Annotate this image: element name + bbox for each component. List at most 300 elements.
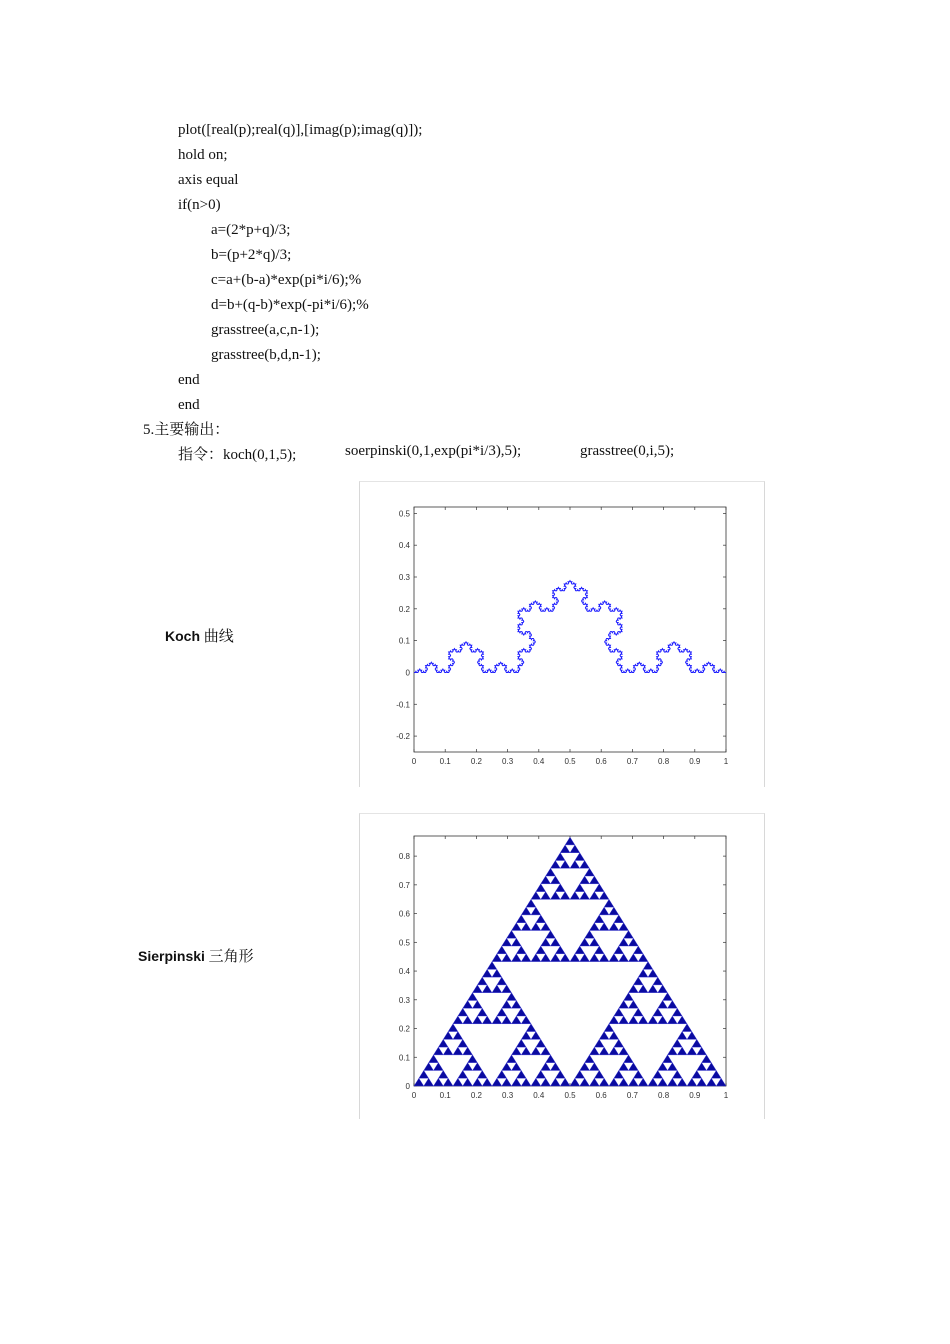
- triangle: [633, 1008, 643, 1016]
- sierpinski-plot: [360, 814, 764, 1119]
- triangle: [473, 1063, 483, 1071]
- x-tick-label: 0: [411, 1091, 417, 1100]
- triangle: [512, 1063, 522, 1071]
- x-tick-label: 1: [723, 1091, 729, 1100]
- triangle: [541, 1047, 551, 1055]
- triangle: [507, 993, 517, 1001]
- triangle: [653, 977, 663, 985]
- triangle: [609, 1047, 619, 1055]
- triangle: [590, 923, 600, 931]
- triangle: [619, 1078, 629, 1086]
- x-tick-label: 0.1: [439, 757, 451, 766]
- triangle: [609, 907, 619, 915]
- triangle: [668, 1047, 678, 1055]
- triangle: [677, 1032, 687, 1040]
- koch-figure: [359, 481, 765, 787]
- x-tick-label: 0.8: [658, 757, 670, 766]
- triangle: [614, 1070, 624, 1078]
- y-tick-label: 0: [405, 668, 410, 678]
- triangle: [672, 1008, 682, 1016]
- triangle: [546, 1055, 556, 1063]
- y-tick-label: 0.4: [398, 967, 410, 977]
- koch-label-name: Koch: [165, 628, 200, 644]
- triangle: [555, 946, 565, 954]
- triangle: [653, 1070, 663, 1078]
- sierpinski-label-suffix: 三角形: [204, 949, 254, 965]
- triangle: [711, 1070, 721, 1078]
- triangle: [516, 1070, 526, 1078]
- x-tick-label: 0.2: [470, 757, 482, 766]
- grasstree-command: grasstree(0,i,5);: [580, 443, 675, 459]
- triangle: [575, 946, 585, 954]
- code-line: end: [178, 397, 200, 413]
- x-tick-label: 0.5: [564, 1091, 576, 1100]
- x-tick-label: 0.5: [564, 757, 576, 766]
- triangle: [492, 969, 502, 977]
- triangle: [487, 962, 497, 970]
- triangle: [648, 1016, 658, 1024]
- triangle: [546, 930, 556, 938]
- triangle: [663, 1055, 673, 1063]
- triangle: [682, 1024, 692, 1032]
- triangle: [629, 954, 639, 962]
- code-line: a=(2*p+q)/3;: [211, 222, 291, 238]
- triangle: [438, 1039, 448, 1047]
- triangle: [482, 969, 492, 977]
- section-heading: 5.主要输出：: [143, 422, 230, 438]
- sierpinski-command: soerpinski(0,1,exp(pi*i/3),5);: [345, 443, 522, 459]
- y-tick-label: -0.1: [396, 700, 410, 710]
- triangle: [521, 907, 531, 915]
- y-tick-label: 0.1: [398, 1053, 410, 1063]
- triangle: [482, 985, 492, 993]
- code-line: c=a+(b-a)*exp(pi*i/6);%: [211, 272, 362, 288]
- triangle: [609, 1078, 619, 1086]
- triangle: [536, 884, 546, 892]
- koch-axes-box: [414, 507, 726, 752]
- triangle: [560, 860, 570, 868]
- triangle: [516, 1008, 526, 1016]
- triangle: [516, 1039, 526, 1047]
- x-tick-label: 0.6: [595, 1091, 607, 1100]
- triangle: [594, 1039, 604, 1047]
- triangle: [590, 938, 600, 946]
- x-tick-label: 0.3: [502, 1091, 514, 1100]
- triangle: [619, 1016, 629, 1024]
- x-tick-label: 1: [723, 757, 729, 766]
- triangle: [458, 1008, 468, 1016]
- x-tick-label: 0.1: [439, 1091, 451, 1100]
- triangle: [575, 853, 585, 861]
- triangle: [672, 1039, 682, 1047]
- code-line: grasstree(b,d,n-1);: [211, 347, 321, 363]
- triangle: [492, 1078, 502, 1086]
- x-tick-label: 0.9: [689, 1091, 701, 1100]
- triangle: [677, 1047, 687, 1055]
- triangle: [580, 892, 590, 900]
- triangle: [541, 954, 551, 962]
- triangle: [555, 1070, 565, 1078]
- triangle: [590, 1047, 600, 1055]
- triangle: [497, 977, 507, 985]
- y-tick-label: 0.2: [398, 1024, 410, 1034]
- triangle: [521, 1016, 531, 1024]
- triangle: [658, 1000, 668, 1008]
- triangle: [585, 1055, 595, 1063]
- triangle: [697, 1078, 707, 1086]
- triangle: [638, 969, 648, 977]
- triangle: [531, 892, 541, 900]
- triangle: [453, 1032, 463, 1040]
- command-prefix: 指令：: [178, 447, 224, 463]
- triangle: [531, 954, 541, 962]
- triangle: [604, 1024, 614, 1032]
- triangle: [502, 1063, 512, 1071]
- x-tick-label: 0.3: [502, 757, 514, 766]
- triangle: [648, 985, 658, 993]
- triangle: [668, 1063, 678, 1071]
- triangle: [570, 954, 580, 962]
- triangle: [687, 1047, 697, 1055]
- triangle: [516, 915, 526, 923]
- x-tick-label: 0.4: [533, 757, 545, 766]
- triangle: [497, 1008, 507, 1016]
- triangle: [585, 868, 595, 876]
- x-tick-label: 0.6: [595, 757, 607, 766]
- triangle: [599, 954, 609, 962]
- x-tick-label: 0.7: [626, 757, 638, 766]
- triangle: [507, 930, 517, 938]
- triangle: [629, 985, 639, 993]
- x-tick-label: 0: [411, 757, 417, 766]
- triangle: [580, 860, 590, 868]
- triangle: [541, 938, 551, 946]
- x-tick-label: 0.4: [533, 1091, 545, 1100]
- triangle: [599, 1047, 609, 1055]
- koch-curve-line: [414, 581, 726, 673]
- triangle: [448, 1024, 458, 1032]
- triangle: [599, 907, 609, 915]
- triangle: [463, 1063, 473, 1071]
- triangle: [590, 1063, 600, 1071]
- x-tick-label: 0.8: [658, 1091, 670, 1100]
- x-tick-label: 0.7: [626, 1091, 638, 1100]
- y-tick-label: 0.4: [398, 541, 410, 551]
- triangle: [453, 1047, 463, 1055]
- triangle: [609, 954, 619, 962]
- triangle: [414, 1078, 424, 1086]
- triangle: [502, 1000, 512, 1008]
- triangle: [468, 993, 478, 1001]
- triangle: [624, 1055, 634, 1063]
- triangle: [512, 1078, 522, 1086]
- triangle: [687, 1078, 697, 1086]
- triangle: [599, 923, 609, 931]
- triangle: [629, 1016, 639, 1024]
- code-line: end: [178, 372, 200, 388]
- triangle: [619, 923, 629, 931]
- code-line: b=(p+2*q)/3;: [211, 247, 292, 263]
- triangle: [492, 1016, 502, 1024]
- triangle: [429, 1055, 439, 1063]
- triangle: [434, 1063, 444, 1071]
- triangle: [677, 1016, 687, 1024]
- triangle: [692, 1039, 702, 1047]
- triangle: [536, 1039, 546, 1047]
- triangle: [507, 1055, 517, 1063]
- triangle: [438, 1070, 448, 1078]
- triangle: [575, 1070, 585, 1078]
- triangle: [575, 884, 585, 892]
- triangle: [633, 946, 643, 954]
- triangle: [497, 946, 507, 954]
- triangle: [560, 954, 570, 962]
- y-tick-label: 0.1: [398, 636, 410, 646]
- triangle: [609, 1032, 619, 1040]
- triangle: [570, 845, 580, 853]
- triangle: [638, 954, 648, 962]
- triangle: [502, 1078, 512, 1086]
- y-tick-label: 0.8: [398, 852, 410, 862]
- triangle: [560, 845, 570, 853]
- y-tick-label: 0.6: [398, 909, 410, 919]
- triangle: [541, 876, 551, 884]
- triangle: [614, 946, 624, 954]
- triangle: [531, 1032, 541, 1040]
- triangle: [590, 1078, 600, 1086]
- triangle: [702, 1055, 712, 1063]
- code-line: d=b+(q-b)*exp(-pi*i/6);%: [211, 297, 369, 313]
- triangle: [536, 946, 546, 954]
- triangle: [551, 876, 561, 884]
- triangle: [541, 1078, 551, 1086]
- triangle: [531, 923, 541, 931]
- triangle: [594, 1070, 604, 1078]
- triangle: [580, 1078, 590, 1086]
- triangle: [707, 1078, 717, 1086]
- y-tick-label: 0.5: [398, 938, 410, 948]
- triangle: [551, 1078, 561, 1086]
- sierpinski-axes-box: [414, 836, 726, 1086]
- triangle: [551, 938, 561, 946]
- triangle: [580, 954, 590, 962]
- triangle: [521, 1047, 531, 1055]
- sierpinski-figure: [359, 813, 765, 1119]
- triangle: [512, 1016, 522, 1024]
- triangle: [526, 899, 536, 907]
- triangle: [468, 1055, 478, 1063]
- koch-figure-label: [165, 625, 234, 646]
- triangle: [692, 1070, 702, 1078]
- triangle: [473, 985, 483, 993]
- triangle: [443, 1032, 453, 1040]
- y-tick-label: -0.2: [396, 732, 410, 742]
- triangle: [599, 1078, 609, 1086]
- triangle: [521, 954, 531, 962]
- triangle: [629, 938, 639, 946]
- triangle: [658, 1016, 668, 1024]
- triangle: [555, 853, 565, 861]
- sierpinski-label-name: Sierpinski: [138, 948, 205, 964]
- triangle: [463, 1000, 473, 1008]
- triangle: [551, 1063, 561, 1071]
- triangle: [502, 938, 512, 946]
- triangle: [648, 969, 658, 977]
- triangle: [580, 876, 590, 884]
- triangle: [668, 1016, 678, 1024]
- triangle: [677, 1078, 687, 1086]
- triangle: [453, 1016, 463, 1024]
- triangle: [658, 1078, 668, 1086]
- triangle: [594, 946, 604, 954]
- triangle: [424, 1063, 434, 1071]
- triangle: [624, 930, 634, 938]
- triangle: [653, 1008, 663, 1016]
- triangle: [541, 892, 551, 900]
- triangle: [551, 954, 561, 962]
- triangle: [482, 1078, 492, 1086]
- triangle: [663, 993, 673, 1001]
- koch-label-suffix: 曲线: [200, 629, 234, 645]
- triangle: [580, 1063, 590, 1071]
- triangle: [512, 923, 522, 931]
- triangle: [482, 1016, 492, 1024]
- triangle: [473, 1016, 483, 1024]
- x-tick-label: 0.2: [470, 1091, 482, 1100]
- y-tick-label: 0: [405, 1082, 410, 1091]
- triangle: [512, 938, 522, 946]
- x-tick-label: 0.9: [689, 757, 701, 766]
- triangle: [541, 923, 551, 931]
- triangle: [604, 899, 614, 907]
- triangle: [434, 1078, 444, 1086]
- triangle: [668, 1000, 678, 1008]
- triangle: [536, 915, 546, 923]
- triangle: [629, 1000, 639, 1008]
- triangle: [555, 884, 565, 892]
- triangle: [619, 1047, 629, 1055]
- triangle: [633, 1070, 643, 1078]
- triangle: [570, 892, 580, 900]
- triangle: [614, 1008, 624, 1016]
- triangle: [590, 954, 600, 962]
- triangle: [453, 1078, 463, 1086]
- triangle: [658, 985, 668, 993]
- triangle: [458, 1039, 468, 1047]
- y-tick-label: 0.2: [398, 604, 410, 614]
- triangle: [590, 876, 600, 884]
- triangle: [599, 892, 609, 900]
- triangle: [497, 1070, 507, 1078]
- command-prefix-koch: [178, 443, 296, 464]
- triangle: [546, 868, 556, 876]
- triangle: [531, 907, 541, 915]
- triangle: [516, 946, 526, 954]
- triangle: [560, 892, 570, 900]
- triangle: [672, 1070, 682, 1078]
- triangle: [580, 938, 590, 946]
- triangle: [633, 977, 643, 985]
- triangle: [458, 1070, 468, 1078]
- triangle: [687, 1032, 697, 1040]
- triangle: [526, 1024, 536, 1032]
- triangle: [477, 1008, 487, 1016]
- triangle: [594, 915, 604, 923]
- triangle: [716, 1078, 726, 1086]
- triangle: [512, 1000, 522, 1008]
- y-tick-label: 0.7: [398, 880, 410, 890]
- koch-plot: [360, 482, 764, 787]
- triangle: [585, 930, 595, 938]
- triangle: [551, 860, 561, 868]
- triangle: [521, 1032, 531, 1040]
- triangle: [599, 1032, 609, 1040]
- triangle: [643, 962, 653, 970]
- code-line: axis equal: [178, 172, 239, 188]
- code-line: plot([real(p);real(q)],[imag(p);imag(q)]);: [178, 122, 423, 138]
- triangle: [629, 1063, 639, 1071]
- triangle: [536, 1070, 546, 1078]
- koch-command: koch(0,1,5);: [223, 447, 297, 463]
- triangle: [658, 1063, 668, 1071]
- sierpinski-triangles: [414, 837, 726, 1086]
- triangle: [697, 1063, 707, 1071]
- triangle: [619, 1063, 629, 1071]
- code-line: if(n>0): [178, 197, 221, 213]
- triangle: [541, 1063, 551, 1071]
- triangle: [521, 923, 531, 931]
- y-tick-label: 0.3: [398, 573, 410, 582]
- triangle: [473, 1078, 483, 1086]
- triangle: [492, 985, 502, 993]
- triangle: [502, 985, 512, 993]
- triangle: [502, 1016, 512, 1024]
- triangle: [443, 1047, 453, 1055]
- code-line: hold on;: [178, 147, 228, 163]
- triangle: [424, 1078, 434, 1086]
- triangle: [697, 1047, 707, 1055]
- triangle: [502, 954, 512, 962]
- triangle: [570, 1078, 580, 1086]
- triangle: [624, 993, 634, 1001]
- triangle: [707, 1063, 717, 1071]
- triangle: [434, 1047, 444, 1055]
- triangle: [531, 1047, 541, 1055]
- triangle: [463, 1016, 473, 1024]
- triangle: [668, 1078, 678, 1086]
- triangle: [609, 1016, 619, 1024]
- triangle: [551, 892, 561, 900]
- triangle: [619, 1000, 629, 1008]
- triangle: [443, 1078, 453, 1086]
- triangle: [512, 954, 522, 962]
- triangle: [531, 1078, 541, 1086]
- triangle: [619, 954, 629, 962]
- triangle: [609, 923, 619, 931]
- triangle: [590, 892, 600, 900]
- triangle: [570, 860, 580, 868]
- triangle: [521, 1078, 531, 1086]
- code-line: grasstree(a,c,n-1);: [211, 322, 320, 338]
- sierpinski-figure-label: [138, 945, 254, 966]
- triangle: [638, 1016, 648, 1024]
- triangle: [463, 1047, 473, 1055]
- triangle: [648, 1078, 658, 1086]
- triangle: [614, 915, 624, 923]
- triangle: [619, 938, 629, 946]
- triangle: [512, 1047, 522, 1055]
- triangle: [473, 1000, 483, 1008]
